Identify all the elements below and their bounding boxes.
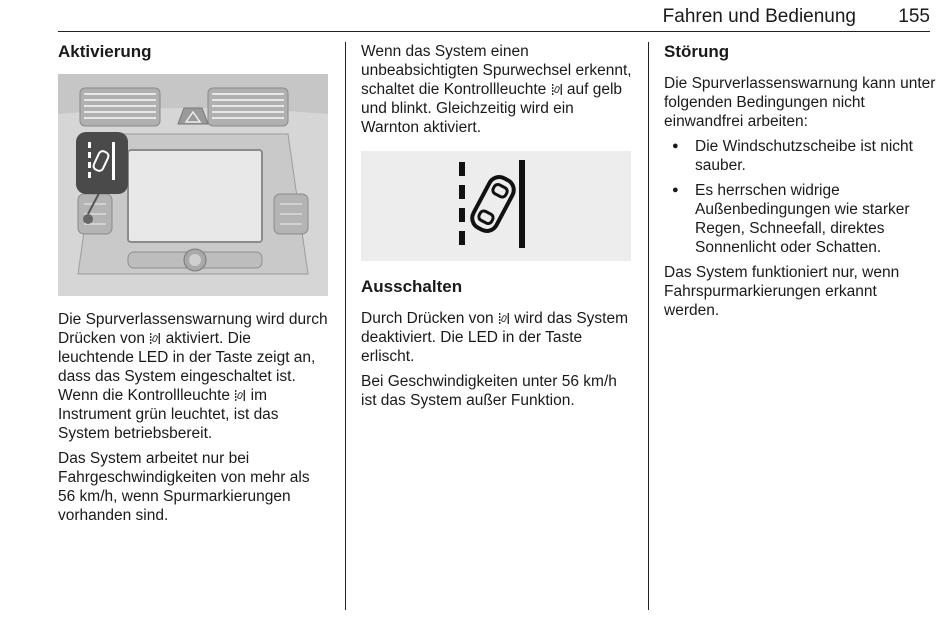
heading-ausschalten: Ausschalten xyxy=(361,277,463,296)
column-activation xyxy=(58,42,330,531)
lane-departure-icon xyxy=(235,390,245,401)
fault-outro: Das System funktioniert nur, wenn Fahrspurmarkierungen erkannt werden. xyxy=(664,264,900,319)
deactivation-text-2: wird das System deaktiviert. Die LED in der Taste erlischt. xyxy=(361,310,628,365)
warning-paragraph xyxy=(361,42,633,137)
column-divider-2 xyxy=(648,42,649,610)
deactivation-paragraph xyxy=(361,309,633,366)
column-divider-1 xyxy=(345,42,346,610)
activation-paragraph xyxy=(58,310,330,443)
infotainment-screen xyxy=(128,150,262,242)
speed-limit-paragraph: Bei Geschwindigkeiten unter 56 km/h ist das System außer Funktion. xyxy=(361,373,617,409)
heading-aktivierung: Aktivierung xyxy=(58,42,152,61)
activation-text-2: aktiviert. Die leuchtende LED in der Taste zeigt an, dass das System eingeschaltet ist. Wenn die Kontrollleuchte xyxy=(58,330,316,404)
warning-text-2: auf gelb und blinkt. Gleichzeitig wird ein Warnton aktiviert. xyxy=(361,81,623,136)
activation-text-3: im Instrument grün leuchtet, ist das System betriebsbereit. xyxy=(58,387,279,442)
lane-departure-icon xyxy=(499,313,509,324)
lane-departure-icon xyxy=(150,333,160,344)
page-number: 155 xyxy=(898,6,930,27)
column-warning xyxy=(361,42,633,416)
column-fault xyxy=(664,42,936,326)
header-section-title: Fahren und Bedienung xyxy=(662,6,856,27)
fault-intro: Die Spurverlassenswarnung kann unter folgenden Bedingungen nicht einwandfrei arbeiten: xyxy=(664,75,936,130)
lane-departure-large-icon xyxy=(451,158,541,254)
warning-text-1: Wenn das System einen unbeabsichtigten Spurwechsel erkennt, schaltet die Kontrollleuchte xyxy=(361,43,632,98)
air-vent-right xyxy=(208,88,288,126)
lane-departure-icon xyxy=(552,84,562,95)
heading-stoerung: Störung xyxy=(664,42,730,61)
list-item: ● Es herrschen widrige Außenbedingungen wie starker Regen, Schneefall, direktes Sonnenlicht oder Schatten. xyxy=(664,181,936,257)
speed-condition-paragraph: Das System arbeitet nur bei Fahrgeschwindigkeiten von mehr als 56 km/h, wenn Spurmarkierungen vorhanden sind. xyxy=(58,450,310,524)
side-buttons-right xyxy=(274,194,308,234)
deactivation-text-1: Durch Drücken von xyxy=(361,310,494,327)
lane-departure-symbol-figure xyxy=(361,151,631,261)
activation-text-1: Die Spurverlassenswarnung wird durch Drücken von xyxy=(58,311,328,347)
list-item: ● Die Windschutzscheibe ist nicht sauber. xyxy=(664,137,936,175)
bottom-controls xyxy=(128,249,262,271)
page-header xyxy=(58,6,930,32)
fault-conditions-list xyxy=(664,137,936,257)
air-vent-left xyxy=(80,88,160,126)
dashboard-photo xyxy=(58,74,328,296)
